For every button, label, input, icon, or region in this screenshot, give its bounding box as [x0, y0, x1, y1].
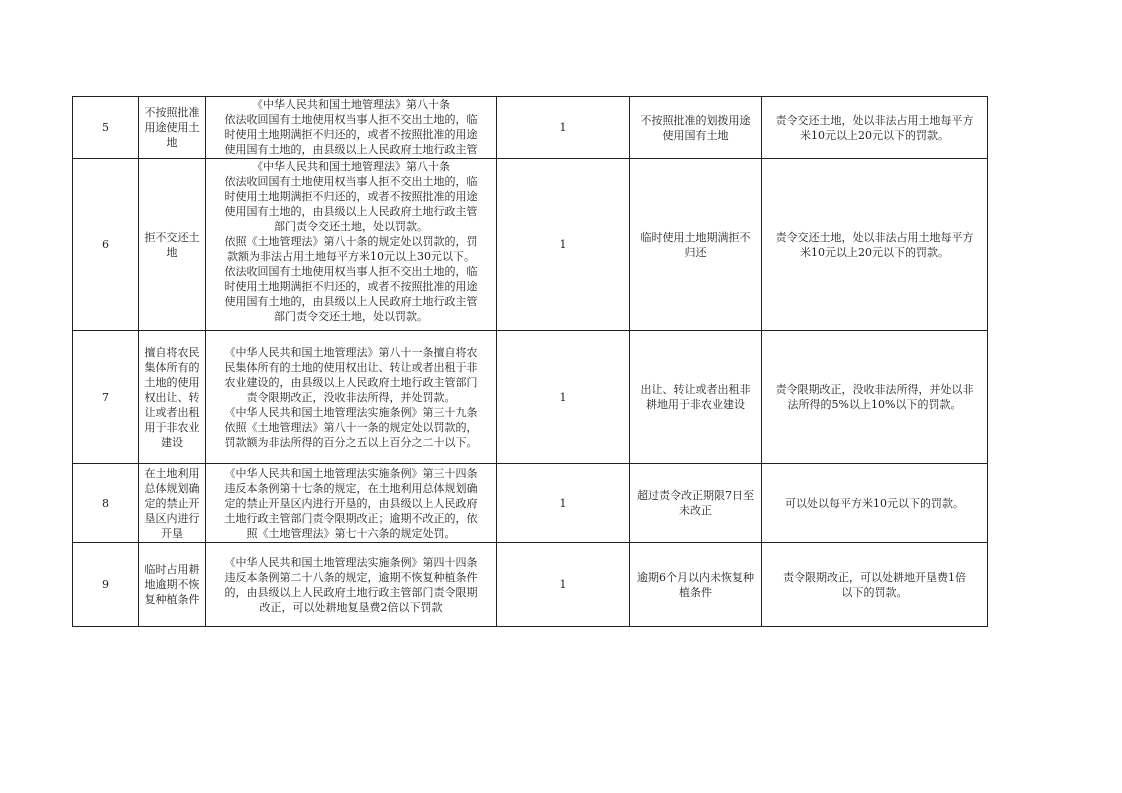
legal-basis [206, 97, 497, 159]
legal-basis [206, 159, 497, 331]
violation-item: 拒不交还土 地 [139, 159, 206, 331]
violation-situation: 出让、转让或者出租非 耕地用于非农业建设 [630, 331, 762, 464]
penalty-standard: 责令交还土地，处以非法占用土地每平方 米10元以上20元以下的罚款。 [762, 159, 988, 331]
penalty-standard: 责令交还土地，处以非法占用土地每平方 米10元以上20元以下的罚款。 [762, 97, 988, 159]
violation-situation: 临时使用土地期满拒不 归还 [630, 159, 762, 331]
legal-basis: 《中华人民共和国土地管理法实施条例》第三十四条 违反本条例第十七条的规定，在土地利用总体规划确 定的禁止开垦区内进行开垦的，由县级以上人民政府 土地行政主管部门责令限期改正；逾期不改正的，依 照《土地管理法》第七十六条的规定处罚。 [206, 464, 497, 543]
penalty-standard: 责令限期改正，没收非法所得，并处以非 法所得的5%以上10%以下的罚款。 [762, 331, 988, 464]
violation-situation: 不按照批准的划拨用途 使用国有土地 [630, 97, 762, 159]
legal-basis-text: 《中华人民共和国土地管理法》第八十条 依法收回国有土地使用权当事人拒不交出土地的，临 时使用土地期满拒不归还的，或者不按照批准的用途 使用国有土地的，由县级以上人民政府土地行政主管 [224, 98, 478, 156]
discretion-grade: 1 [497, 331, 630, 464]
table-row [73, 97, 988, 159]
legal-basis: 《中华人民共和国土地管理法》第八十一条擅自将农 民集体所有的土地的使用权出让、转让或者出租于非 农业建设的，由县级以上人民政府土地行政主管部门 责令限期改正，没收非法所得，并处罚款。 《中华人民共和国土地管理法实施条例》第三十九条 依照《土地管理法》第八十一条的规定处以罚款的， 罚款额为非法所得的百分之五以上百分之二十以下。 [206, 331, 497, 464]
violation-situation: 超过责令改正期限7日至 未改正 [630, 464, 762, 543]
table-row [73, 159, 988, 331]
row-number: 9 [73, 543, 139, 627]
violation-situation: 逾期6个月以内未恢复种 植条件 [630, 543, 762, 627]
discretion-grade: 1 [497, 464, 630, 543]
table-row [73, 464, 988, 543]
row-number: 8 [73, 464, 139, 543]
discretion-grade: 1 [497, 97, 630, 159]
row-number: 5 [73, 97, 139, 159]
violation-item: 临时占用耕 地逾期不恢 复种植条件 [139, 543, 206, 627]
violation-item: 不按照批准 用途使用土 地 [139, 97, 206, 159]
discretion-grade: 1 [497, 543, 630, 627]
row-number: 7 [73, 331, 139, 464]
penalty-standard: 责令限期改正，可以处耕地开垦费1倍 以下的罚款。 [762, 543, 988, 627]
discretion-grade: 1 [497, 159, 630, 331]
table-row [73, 331, 988, 464]
penalty-standard: 可以处以每平方米10元以下的罚款。 [762, 464, 988, 543]
violation-item: 擅自将农民 集体所有的 土地的使用 权出让、转 让或者出租 用于非农业 建设 [139, 331, 206, 464]
legal-basis-text: 《中华人民共和国土地管理法》第八十条 依法收回国有土地使用权当事人拒不交出土地的，临 时使用土地期满拒不归还的，或者不按照批准的用途 使用国有土地的，由县级以上人民政府土地行政主管 部门责令交还土地，处以罚款。 依照《土地管理法》第八十条的规定处以罚款的，罚 款额为非法占用土地每平方米10元以上30元以下。 依法收回国有土地使用权当事人拒不交出土地的，临 时使用土地期满拒不归还的，或者不按照批准的用途 使用国有土地的，由县级以上人民政府土地行政主管 部门责令交还土地，处以罚款。 [224, 160, 478, 323]
legal-basis: 《中华人民共和国土地管理法实施条例》第四十四条 违反本条例第二十八条的规定，逾期不恢复种植条件 的，由县级以上人民政府土地行政主管部门责令限期 改正，可以处耕地复垦费2倍以下罚款 [206, 543, 497, 627]
violation-item: 在土地利用 总体规划确 定的禁止开 垦区内进行 开垦 [139, 464, 206, 543]
row-number: 6 [73, 159, 139, 331]
penalty-table [72, 96, 988, 627]
table-row [73, 543, 988, 627]
